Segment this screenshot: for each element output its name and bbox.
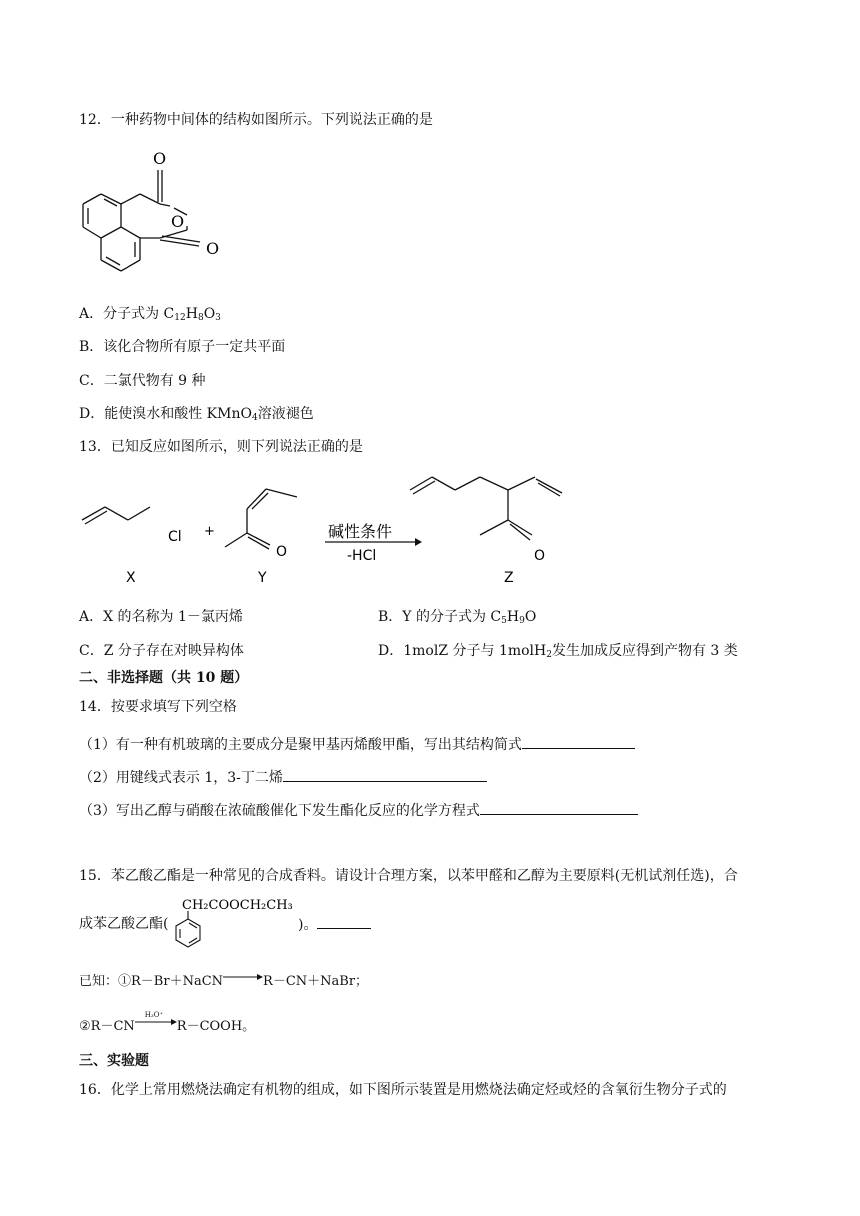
q14-part-2: （2）用键线式表示 1，3-丁二烯: [79, 767, 487, 788]
plus-sign: +: [204, 524, 215, 539]
answer-blank: [283, 767, 487, 782]
y-oxygen-label: O: [276, 544, 288, 560]
q12-option-d: D．能使溴水和酸性 KMnO$_4$溶液褪色: [79, 406, 314, 423]
z-oxygen-label: O: [534, 548, 546, 564]
section-3-heading: 三、实验题: [79, 1053, 149, 1069]
q16-stem: 16．化学上常用燃烧法确定有机物的组成，如下图所示装置是用燃烧法确定烃或烃的含氧衍生物分子式的: [79, 1082, 727, 1098]
answer-blank: [317, 914, 371, 929]
arrow-icon: [223, 968, 263, 988]
q12-structure-diagram: [60, 128, 250, 303]
atom-o-top: O: [153, 149, 167, 168]
label-y: Y: [258, 570, 267, 586]
q15-line-2-suffix: )。: [298, 914, 371, 935]
atom-o-right: O: [206, 239, 220, 258]
atom-o-ring: O: [171, 212, 185, 231]
q13-reaction-diagram: [70, 465, 590, 590]
answer-blank: [480, 800, 638, 815]
q13-option-d: D．1molZ 分子与 1molH$_2$发生加成反应得到产物有 3 类: [378, 643, 738, 660]
q13-option-b: B．Y 的分子式为 $C_5H_9O$: [378, 609, 537, 626]
q12-option-c: C．二氯代物有 9 种: [79, 373, 206, 389]
q14-stem: 14．按要求填写下列空格: [79, 699, 237, 715]
q12-option-b: B．该化合物所有原子一定共平面: [79, 339, 286, 355]
section-2-heading: 二、非选择题（共 10 题）: [79, 670, 249, 686]
label-z: Z: [504, 570, 514, 586]
q13-option-a: A．X 的名称为 1－氯丙烯: [79, 609, 243, 625]
q12-option-a: A．分子式为 $C_{12}H_8O_3$: [79, 306, 221, 323]
q13-option-c: C．Z 分子存在对映异构体: [79, 643, 244, 659]
q12-stem: 12．一种药物中间体的结构如图所示。下列说法正确的是: [79, 112, 433, 128]
q15-stem: 15．苯乙酸乙酯是一种常见的合成香料。请设计合理方案，以苯甲醛和乙醇为主要原料(无机试剂任选)，合: [79, 868, 738, 884]
reaction-byproduct: -HCl: [347, 548, 377, 564]
reaction-condition: 碱性条件: [328, 522, 393, 541]
label-x: X: [126, 570, 136, 586]
q14-part-1: （1）有一种有机玻璃的主要成分是聚甲基丙烯酸甲酯，写出其结构简式: [79, 734, 635, 755]
substituent-text: CH₂COOCH₂CH₃: [182, 898, 293, 913]
x-chlorine-label: Cl: [168, 529, 182, 545]
q15-line-2: 成苯乙酸乙酯(: [79, 916, 169, 932]
q14-part-3: （3）写出乙醇与硝酸在浓硫酸催化下发生酯化反应的化学方程式: [79, 800, 638, 821]
q13-stem: 13．已知反应如图所示，则下列说法正确的是: [79, 439, 363, 455]
arrow-with-condition: [135, 1013, 177, 1033]
phenyl-acetate-ester-structure: [172, 893, 304, 949]
q15-known-2: ②R－CN H₃O⁺ R－COOH。: [79, 1017, 255, 1037]
arrow-condition: H₃O⁺: [144, 1011, 164, 1019]
q15-known-1: 已知：①R－Br＋NaCN R－CN＋NaBr；: [79, 972, 368, 992]
answer-blank: [522, 734, 635, 749]
